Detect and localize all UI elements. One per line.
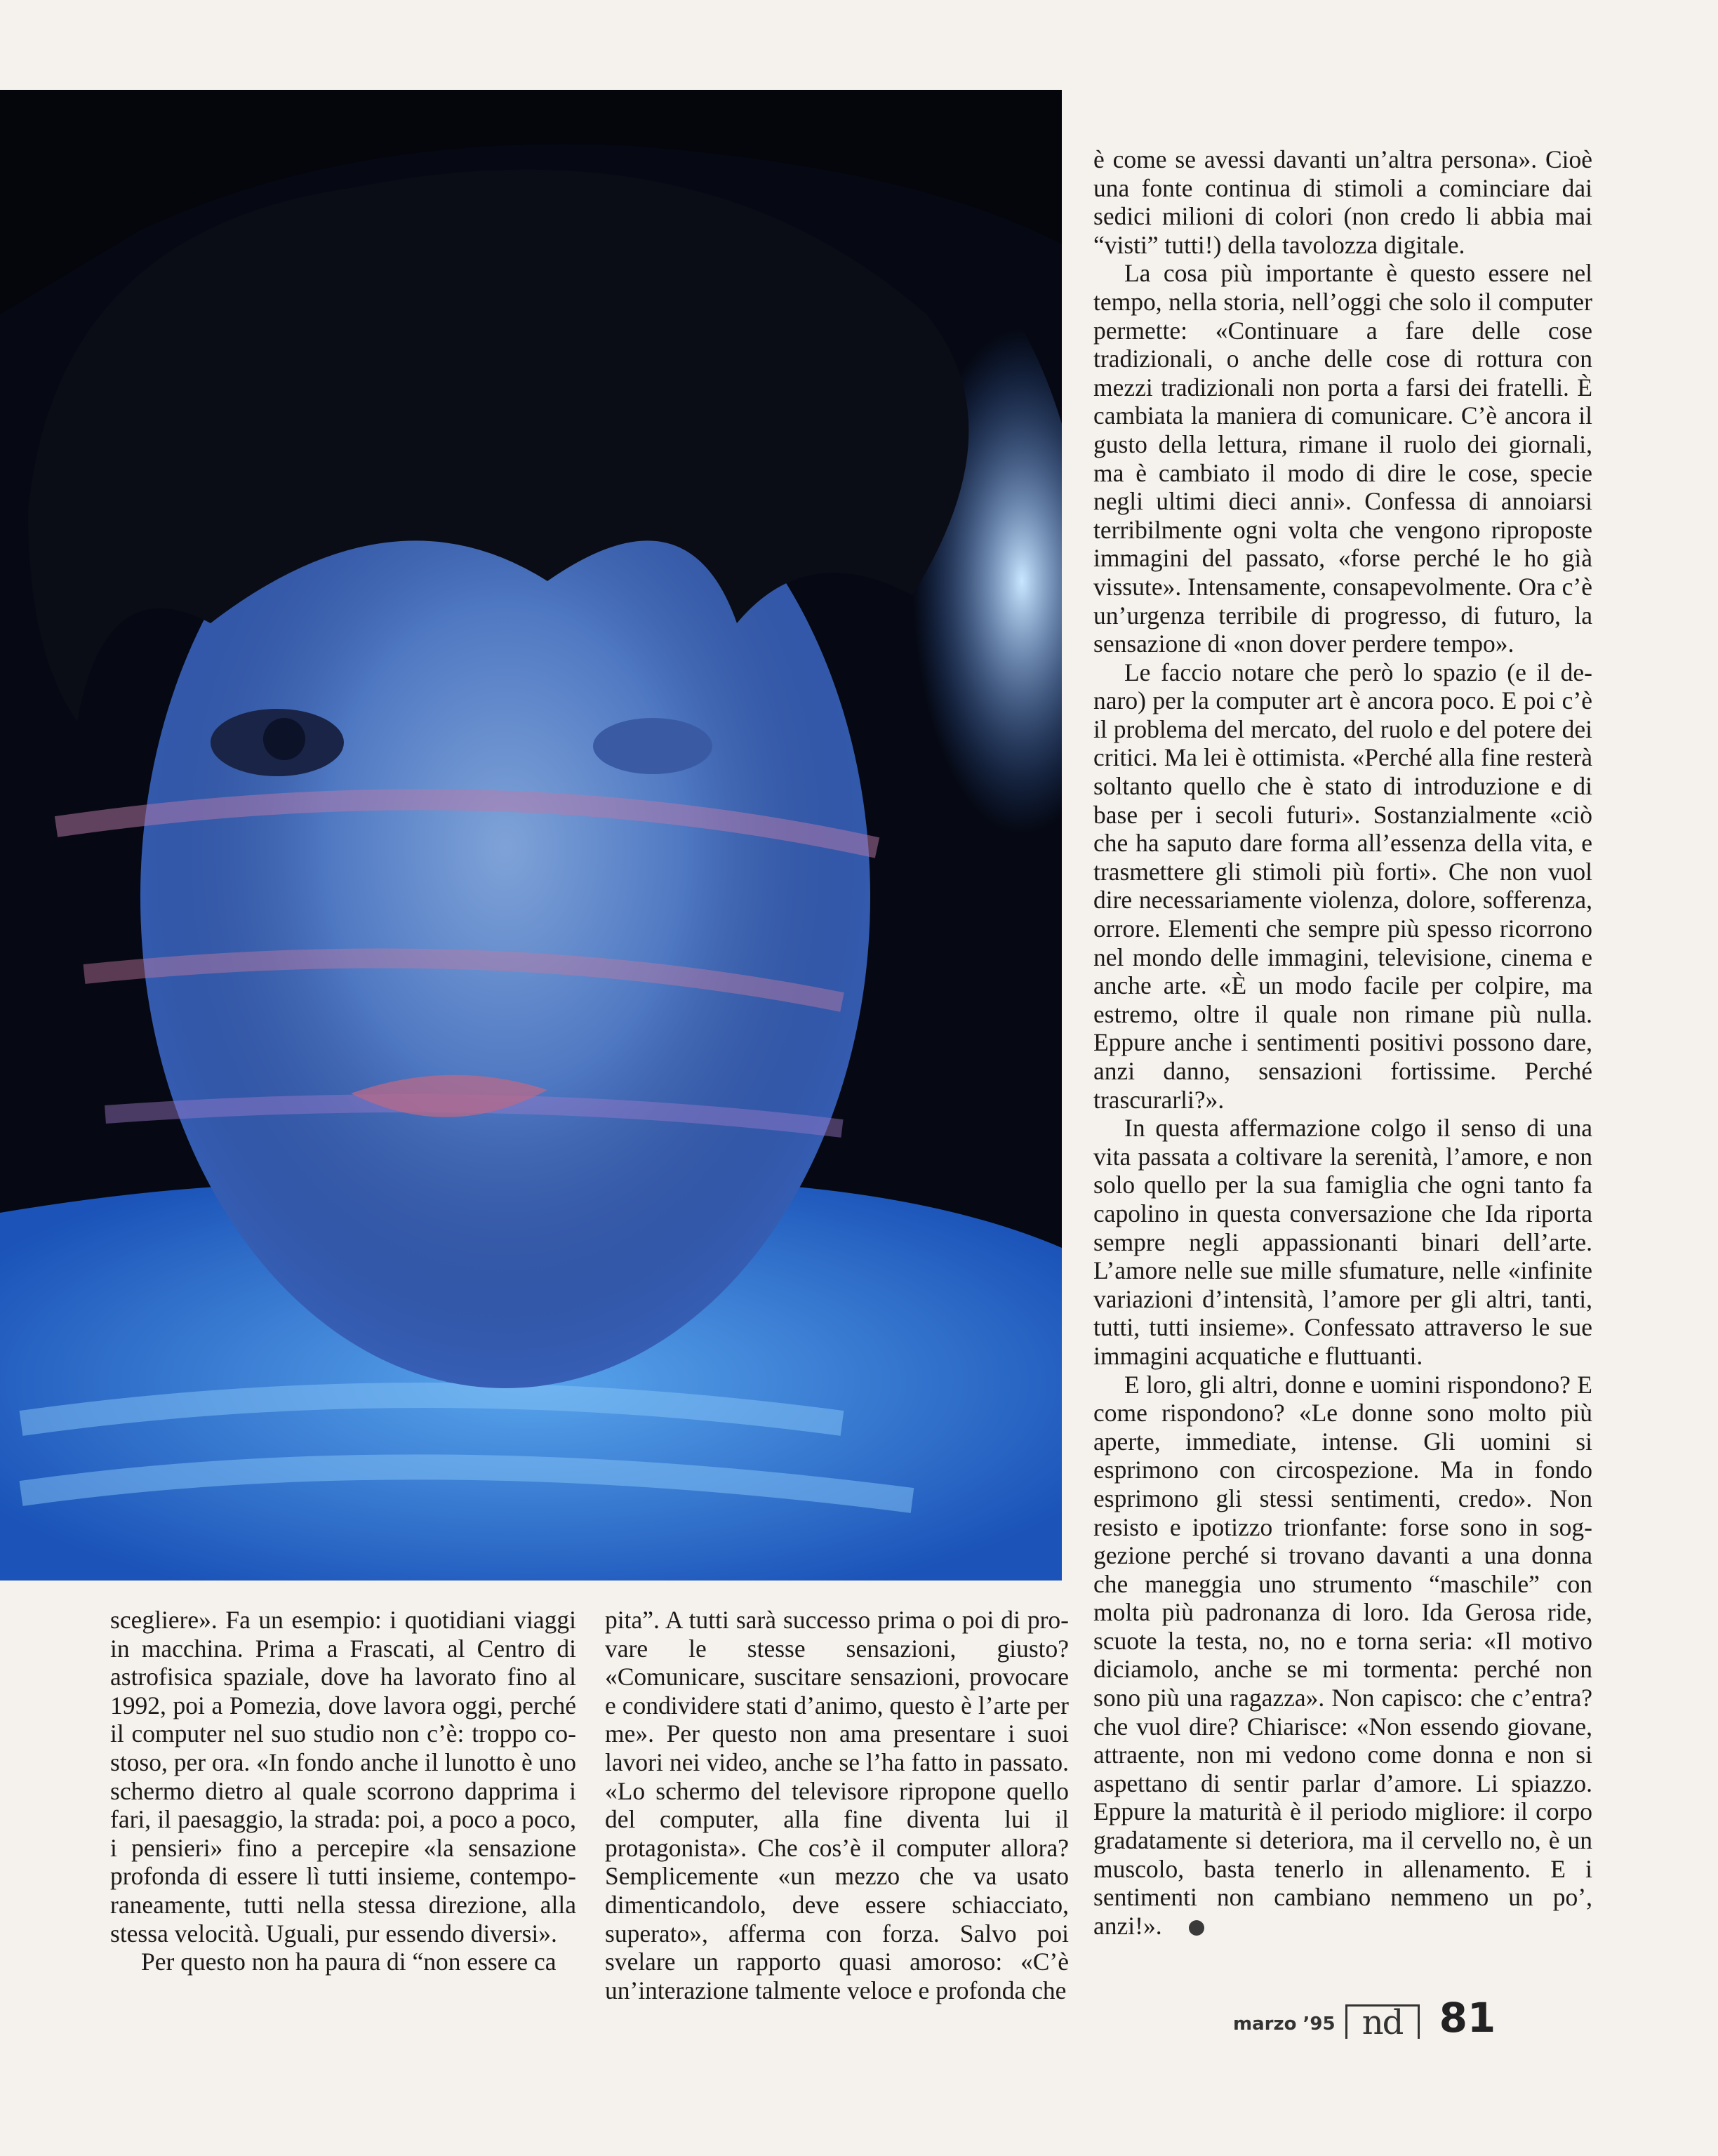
paragraph: sceglierе». Fa un esempio: i quotidiani viaggi in macchina. Prima a Frascati, al Centro di astrofisica spaziale, dove ha lavorato fino al 1992, poi a Pomezia, dove lavora oggi, perché il computer nel suo studio non c’è: troppo costoso, per ora. «In fondo anche il lunotto è uno schermo dietro al quale scorrono dapprima i fari, il paesaggio, la strada: poi, a poco a poco, i pensieri» fino a percepire «la sensazione profonda di essere lì tutti insieme, contemporaneamente, tutti nella stessa direzione, alla stessa velocità. Uguali, pur essendo diversi».	[110, 1606, 576, 1948]
bottom-middle-text-column	[605, 1606, 1069, 2004]
end-of-article-dot-icon	[1189, 1920, 1204, 1936]
paragraph: Le faccio notare che però lo spazio (e il denaro) per la computer art è ancora poco. E poi c’è il problema del mercato, del ruolo e del potere dei critici. Ma lei è ottimista. «Perché alla fine resterà soltanto quello che è stato di introduzione e di base per i secoli futuri». Sostanzialmente «ciò che ha saputo dare forma all’essenza della vita, e trasmettere gli stimoli più forti». Che non vuol dire necessariamente violenza, dolore, sofferenza, orrore. Elementi che sempre più spesso ricorrono nel mondo delle immagini, televisione, cinema e anche arte. «È un modo facile per colpire, ma estremo, oltre il quale non rimane più nulla. Eppure anche i sentimenti positivi possono dare, anzi danno, sensazioni fortissime. Perché trascurarli?».	[1093, 658, 1592, 1114]
page-footer	[1233, 1990, 1496, 2042]
paragraph: La cosa più importante è questo essere nel tempo, nella storia, nell’oggi che solo il computer permette: «Continuare a fare delle cose tradizionali, o anche delle cose di rottura con mezzi tradizionali non porta a farsi dei fratelli. È cambiata la maniera di comunicare. C’è ancora il gusto della lettura, rimane il ruolo dei giornali, ma è cambiato il modo di dire le cose, specie negli ultimi dieci anni». Confessa di annoiarsi terribilmente ogni volta che vengono riproposte immagini del passato, «forse perché le ho già vissute». Intensamente, consapevolmente. Ora c’è un’urgenza terribile di progresso, di futuro, la sensazione di «non dover perdere tempo».	[1093, 259, 1592, 658]
paragraph: è come se avessi davanti un’altra persona». Cioè una fonte continua di stimoli a cominciare dai sedici milioni di colori (non credo li abbia mai “visti” tutti!) della tavolozza digitale.	[1093, 145, 1592, 259]
issue-date: marzo ’95	[1233, 2014, 1336, 2035]
right-text-column	[1093, 145, 1592, 1940]
portrait-photo-icon	[0, 90, 1062, 1581]
portrait-photo	[0, 90, 1062, 1581]
paragraph: In questa affermazione colgo il senso di una vita passata a coltivare la serenità, l’amore, e non solo quello per la sua famiglia che ogni tanto fa capolino in questa conversazione che Ida riporta sempre negli appassionanti binari dell’arte. L’amore nelle sue mille sfumature, nelle «infinite variazioni d’intensità, l’amore per gli altri, tanti, tutti, tutti insieme». Confessato attraverso le sue immagini acquatiche e fluttuanti.	[1093, 1114, 1592, 1370]
paragraph: Per questo non ha paura di “non essere ca	[141, 1948, 557, 1976]
magazine-logo: nd	[1345, 2004, 1420, 2039]
paragraph-last	[1093, 1371, 1592, 1941]
paragraph: pita”. A tutti sarà successo prima o poi di provare le stesse sensazioni, giusto? «Comunicare, suscitare sensazioni, provocare e condividere stati d’animo, questo è l’arte per me». Per questo non ama presentare i suoi lavori nei video, anche se l’ha fatto in passato. «Lo schermo del televisore ripropone quello del computer, alla fine diventa lui il protagonista». Che cos’è il computer allora? Semplicemente «un mezzo che va usato dimenticandolo, deve essere schiacciato, superato», afferma con forza. Salvo poi svelare un rapporto quasi amoroso: «C’è un’interazione talmente veloce e profonda che	[605, 1606, 1069, 2004]
paragraph-text: E loro, gli altri, donne e uomini rispondono? E come rispondono? «Le donne sono molto più aperte, immediate, intense. Gli uomini si esprimono con circospezione. Ma in fondo esprimono gli stessi sentimenti, credo». Non resisto e ipotizzo trionfante: forse sono in soggezione perché si trovano davanti a una donna che maneggia uno strumento “maschile” con molta più padronanza di loro. Ida Gerosa ride, scuote la testa, no, no e torna seria: «Il motivo diciamolo, anche se mi tormenta: perché non sono più una ragazza». Non capisco: che c’entra? che vuol dire? Chiarisce: «Non essendo giovane, attraente, non mi vedono come donna e non si aspettano di sentir parlar d’amore. Li spiazzo. Eppure la maturità è il periodo migliore: il corpo gradatamente si deteriora, ma il cervello no, è un muscolo, basta tenerlo in allenamento. E i sentimenti non cambiano nemmeno un po’, anzi!».	[1093, 1370, 1592, 1940]
page-number: 81	[1439, 1994, 1496, 2042]
bottom-left-text-column	[110, 1606, 576, 1976]
